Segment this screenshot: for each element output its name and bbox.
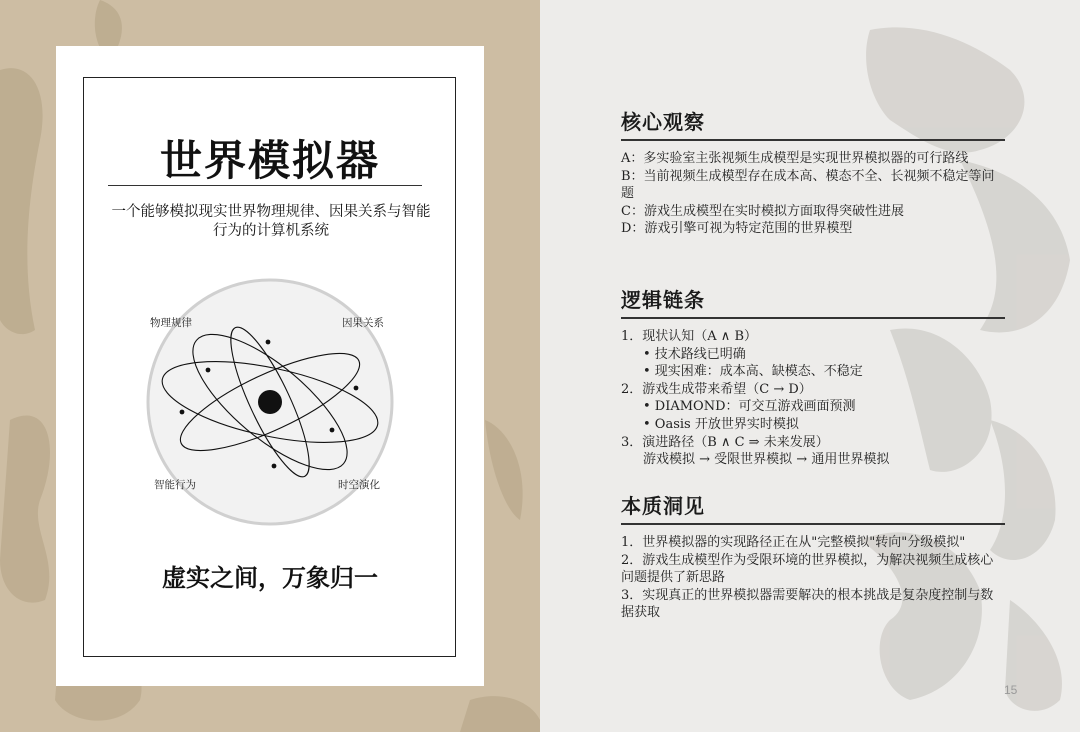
orbit-diagram — [144, 278, 396, 530]
logic-item-2: 2．游戏生成带来希望（C → D） — [621, 381, 812, 397]
orbit-node — [206, 368, 211, 373]
logic-item-3: 3．演进路径（B ∧ C ⇒ 未来发展） — [621, 434, 829, 450]
label-causality: 因果关系 — [342, 317, 384, 329]
orbit-node — [266, 340, 271, 345]
logic-item-1-sub: • 技术路线已明确 — [643, 346, 746, 362]
observation-b: B：当前视频生成模型存在成本高、模态不全、长视频不稳定等问题 — [621, 168, 995, 202]
orbit-node — [272, 464, 277, 469]
card-subtitle: 一个能够模拟现实世界物理规律、因果关系与智能行为的计算机系统 — [111, 204, 431, 239]
orbit-node — [330, 428, 335, 433]
logic-item-1-sub: • 现实困难：成本高、缺模态、不稳定 — [643, 364, 863, 380]
logic-item-2-sub: • DIAMOND：可交互游戏画面预测 — [643, 399, 856, 415]
insight-3: 3．实现真正的世界模拟器需要解决的根本挑战是复杂度控制与数据获取 — [621, 587, 994, 621]
insights-heading: 本质洞见 — [621, 490, 1005, 525]
title-card — [56, 46, 484, 686]
section-observations — [621, 106, 1005, 238]
insight-1: 1．世界模拟器的实现路径正在从"完整模拟"转向"分级模拟" — [621, 535, 966, 550]
observation-d: D：游戏引擎可视为特定范围的世界模型 — [621, 221, 853, 237]
observations-heading: 核心观察 — [621, 106, 1005, 141]
section-logic — [621, 284, 1005, 469]
card-title: 世界模拟器 — [159, 136, 380, 185]
insight-2: 2．游戏生成模型作为受限环境的世界模拟，为解决视频生成核心问题提供了新思路 — [621, 552, 994, 586]
core-node — [258, 390, 282, 414]
label-physics: 物理规律 — [150, 317, 192, 329]
observation-c: C：游戏生成模型在实时模拟方面取得突破性进展 — [621, 203, 904, 219]
title-divider — [108, 185, 422, 186]
logic-heading: 逻辑链条 — [621, 284, 1005, 319]
logic-item-2-sub: • Oasis 开放世界实时模拟 — [643, 416, 799, 432]
section-insights — [621, 490, 1005, 622]
observation-a: A：多实验室主张视频生成模型是实现世界模拟器的可行路线 — [621, 151, 969, 166]
logic-item-1: 1．现状认知（A ∧ B） — [621, 329, 757, 344]
card-motto: 虚实之间，万象归一 — [162, 563, 378, 592]
right-panel — [540, 0, 1080, 732]
label-spacetime: 时空演化 — [338, 479, 380, 491]
label-intelligence: 智能行为 — [154, 479, 196, 491]
logic-item-3-detail: 游戏模拟 → 受限世界模拟 → 通用世界模拟 — [643, 452, 890, 468]
page-number: 15 — [1004, 683, 1018, 697]
orbit-node — [354, 386, 359, 391]
orbit-node — [180, 410, 185, 415]
